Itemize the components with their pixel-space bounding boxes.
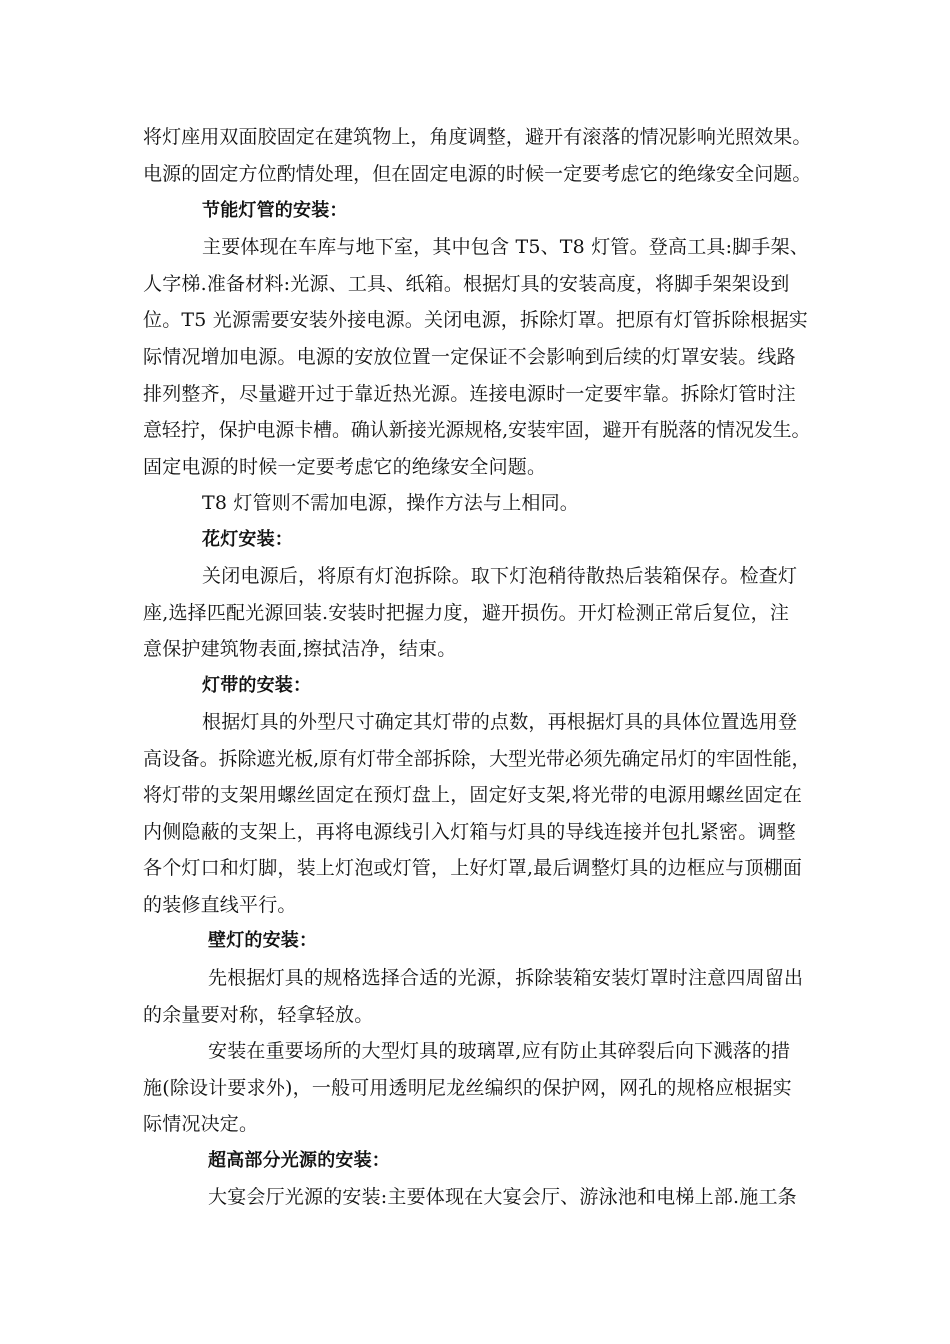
paragraph-line: 际情况决定。 — [143, 1113, 259, 1135]
paragraph-line: 安装在重要场所的大型灯具的玻璃罩,应有防止其碎裂后向下溅落的措 — [208, 1040, 791, 1062]
paragraph-line: 先根据灯具的规格选择合适的光源，拆除装箱安装灯罩时注意四周留出 — [208, 967, 804, 989]
paragraph-line: 高设备。拆除遮光板,原有灯带全部拆除，大型光带必须先确定吊灯的牢固性能， — [143, 748, 811, 770]
paragraph-line: 大宴会厅光源的安装:主要体现在大宴会厅、游泳池和电梯上部.施工条 — [208, 1186, 797, 1208]
paragraph-line: T8 灯管则不需加电源，操作方法与上相同。 — [202, 492, 580, 514]
paragraph-line: 主要体现在车库与地下室，其中包含 T5、T8 灯管。登高工具:脚手架、 — [202, 236, 810, 258]
section-heading-chandelier: 花灯安装： — [202, 529, 293, 550]
paragraph-line: 根据灯具的外型尺寸确定其灯带的点数，再根据灯具的具体位置选用登 — [202, 711, 798, 733]
paragraph-line: 内侧隐蔽的支架上，再将电源线引入灯箱与灯具的导线连接并包扎紧密。调整 — [143, 821, 796, 843]
paragraph-line: 将灯座用双面胶固定在建筑物上，角度调整，避开有滚落的情况影响光照效果。 — [143, 126, 812, 148]
paragraph-line: 各个灯口和灯脚，装上灯泡或灯管，上好灯罩,最后调整灯具的边框应与顶棚面 — [143, 857, 803, 879]
section-heading-energy-saving-tube: 节能灯管的安装： — [202, 200, 348, 221]
paragraph-line: 固定电源的时候一定要考虑它的绝缘安全问题。 — [143, 456, 547, 478]
paragraph-line: 排列整齐，尽量避开过于靠近热光源。连接电源时一定要牢靠。拆除灯管时注 — [143, 383, 796, 405]
paragraph-line: 的余量要对称，轻拿轻放。 — [143, 1004, 374, 1026]
paragraph-line: 意保护建筑物表面,擦拭洁净，结束。 — [143, 638, 457, 660]
paragraph-line: 电源的固定方位酌情处理，但在固定电源的时候一定要考虑它的绝缘安全问题。 — [143, 163, 812, 185]
paragraph-line: 的装修直线平行。 — [143, 894, 297, 916]
section-heading-light-strip: 灯带的安装： — [202, 675, 312, 696]
paragraph-line: 座,选择匹配光源回装.安装时把握力度，避开损伤。开灯检测正常后复位，注 — [143, 602, 790, 624]
paragraph-line: 位。T5 光源需要安装外接电源。关闭电源，拆除灯罩。把原有灯管拆除根据实 — [143, 309, 809, 331]
paragraph-line: 关闭电源后，将原有灯泡拆除。取下灯泡稍待散热后装箱保存。检查灯 — [202, 565, 798, 587]
paragraph-line: 施(除设计要求外)，一般可用透明尼龙丝编织的保护网，网孔的规格应根据实 — [143, 1077, 792, 1099]
paragraph-line: 意轻拧，保护电源卡槽。确认新接光源规格,安装牢固，避开有脱落的情况发生。 — [143, 419, 811, 441]
paragraph-line: 人字梯.准备材料:光源、工具、纸箱。根据灯具的安装高度，将脚手架架设到 — [143, 273, 790, 295]
paragraph-line: 将灯带的支架用螺丝固定在预灯盘上，固定好支架,将光带的电源用螺丝固定在 — [143, 784, 803, 806]
section-heading-ultra-high-light: 超高部分光源的安装： — [208, 1150, 390, 1171]
section-heading-wall-lamp: 壁灯的安装： — [208, 930, 318, 951]
paragraph-line: 际情况增加电源。电源的安放位置一定保证不会影响到后续的灯罩安装。线路 — [143, 346, 796, 368]
